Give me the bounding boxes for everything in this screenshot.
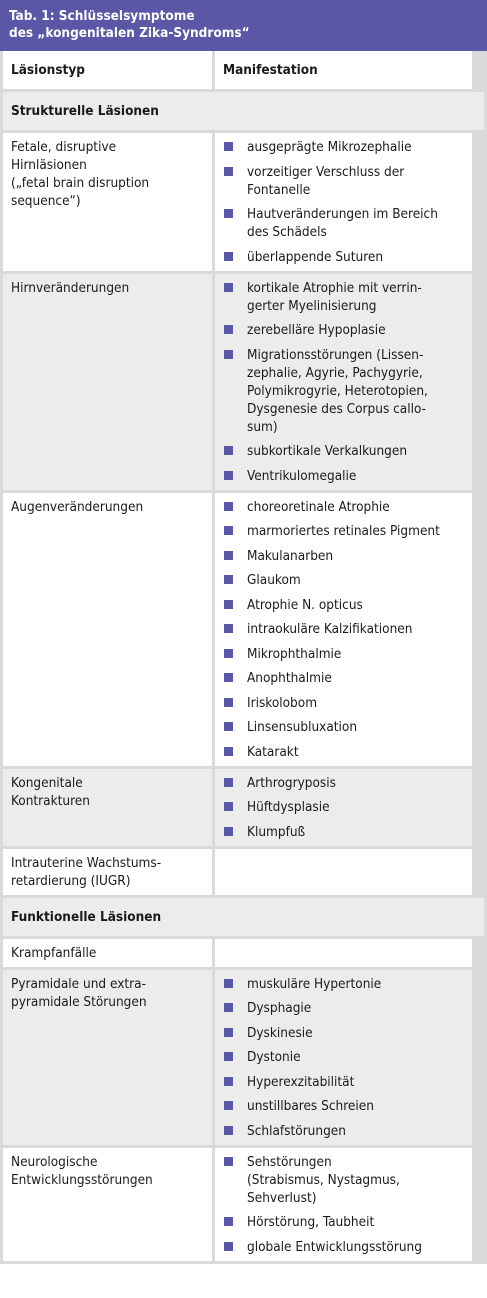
bullet-square-icon <box>224 1157 233 1166</box>
bullet-square-icon <box>224 747 233 756</box>
bullet-square-icon <box>224 471 233 480</box>
manifestation-list <box>223 975 466 1140</box>
manifestation-text: Sehstörungen <box>247 1153 332 1170</box>
manifestation-list <box>223 279 466 485</box>
manifestation-text: Glaukom <box>247 572 301 588</box>
manifestation-item <box>223 571 466 589</box>
lesion-type-line: Krampfanfälle <box>11 944 97 961</box>
bullet-square-icon <box>224 979 233 988</box>
bullet-square-icon <box>224 722 233 731</box>
lesion-type-cell <box>3 970 212 1145</box>
manifestation-item <box>223 1238 466 1256</box>
manifestation-item <box>223 1073 466 1091</box>
header-manifestation: Manifestation <box>215 51 472 89</box>
lesion-type-line: Entwicklungsstörungen <box>11 1171 153 1188</box>
bullet-square-icon <box>224 502 233 511</box>
table-row <box>3 1148 484 1264</box>
manifestation-text: choreoretinale Atrophie <box>247 498 390 515</box>
table-row <box>3 939 484 970</box>
manifestation-cell <box>215 274 472 490</box>
bullet-square-icon <box>224 209 233 218</box>
bullet-square-icon <box>224 526 233 535</box>
manifestation-item <box>223 498 466 516</box>
lesion-type-line: Pyramidale und extra- <box>11 975 146 992</box>
manifestation-text: Migrationsstörungen (Lissen- <box>247 346 424 363</box>
manifestation-text: Arthrogryposis <box>247 774 336 791</box>
manifestation-item <box>223 694 466 712</box>
bullet-square-icon <box>224 1028 233 1037</box>
manifestation-text: Iriskolobom <box>247 694 318 711</box>
bullet-square-icon <box>224 778 233 787</box>
manifestation-item <box>223 1097 466 1115</box>
manifestation-item <box>223 975 466 993</box>
manifestation-text: globale Entwicklungsstörung <box>247 1238 422 1255</box>
manifestation-text: sum) <box>247 418 278 435</box>
bullet-square-icon <box>224 142 233 151</box>
manifestation-item <box>223 1213 466 1231</box>
bullet-square-icon <box>224 827 233 836</box>
manifestation-item <box>223 645 466 663</box>
manifestation-text: Fontanelle <box>247 181 311 198</box>
bullet-square-icon <box>224 1077 233 1086</box>
manifestation-cell <box>215 769 472 846</box>
manifestation-text: Dyskinesie <box>247 1024 313 1041</box>
manifestation-text: zerebelläre Hypoplasie <box>247 322 386 338</box>
manifestation-list <box>223 138 466 266</box>
manifestation-text: Hörstörung, Taubheit <box>247 1214 375 1230</box>
manifestation-item <box>223 321 466 339</box>
manifestation-text: intraokuläre Kalzifikationen <box>247 621 413 637</box>
manifestation-text: Ventrikulomegalie <box>247 467 357 484</box>
manifestation-item <box>223 774 466 792</box>
bullet-square-icon <box>224 649 233 658</box>
manifestation-text: Linsensubluxation <box>247 719 358 735</box>
section-row <box>3 92 484 133</box>
manifestation-item <box>223 547 466 565</box>
manifestation-text: Klumpfuß <box>247 823 306 840</box>
manifestation-list <box>223 774 466 841</box>
manifestation-item <box>223 999 466 1017</box>
header-lesion-type: Läsionstyp <box>3 51 212 89</box>
manifestation-item <box>223 163 466 199</box>
bullet-square-icon <box>224 673 233 682</box>
manifestation-item <box>223 442 466 460</box>
manifestation-text: unstillbares Schreien <box>247 1098 374 1114</box>
manifestation-cell <box>215 849 472 895</box>
lesion-type-line: Fetale, disruptive <box>11 139 117 155</box>
lesion-type-cell <box>3 493 212 766</box>
table-caption <box>0 0 487 51</box>
bullet-square-icon <box>224 1101 233 1110</box>
manifestation-text: Katarakt <box>247 743 299 760</box>
lesion-type-line: sequence“) <box>11 193 81 209</box>
lesion-type-cell <box>3 274 212 490</box>
bullet-square-icon <box>224 1242 233 1251</box>
manifestation-text: Dysphagie <box>247 1000 312 1016</box>
caption-line-2: des „kongenitalen Zika-Syndroms“ <box>9 25 250 41</box>
section-title: Strukturelle Läsionen <box>3 92 484 130</box>
manifestation-text: Schlafstörungen <box>247 1122 346 1139</box>
manifestation-cell <box>215 133 472 271</box>
manifestation-item <box>223 669 466 687</box>
manifestation-text: Sehverlust) <box>247 1189 317 1206</box>
bullet-square-icon <box>224 350 233 359</box>
manifestation-text: ausgeprägte Mikrozephalie <box>247 139 412 155</box>
bullet-square-icon <box>224 1052 233 1061</box>
manifestation-item <box>223 522 466 540</box>
manifestation-cell <box>215 1148 472 1261</box>
lesion-type-cell <box>3 1148 212 1261</box>
manifestation-text: Dystonie <box>247 1049 301 1065</box>
lesion-type-line: Kontrakturen <box>11 792 90 809</box>
manifestation-text: überlappende Suturen <box>247 248 384 265</box>
bullet-square-icon <box>224 1126 233 1135</box>
bullet-square-icon <box>224 802 233 811</box>
manifestation-text: Makulanarben <box>247 547 334 564</box>
bullet-square-icon <box>224 446 233 455</box>
section-title: Funktionelle Läsionen <box>3 898 484 936</box>
manifestation-text: des Schädels <box>247 224 327 240</box>
manifestation-text: Hyperexzitabilität <box>247 1073 355 1090</box>
lesion-type-cell <box>3 133 212 271</box>
lesion-type-line: retardierung (IUGR) <box>11 872 131 889</box>
manifestation-text: zephalie, Agyrie, Pachygyrie, <box>247 364 423 381</box>
manifestation-text: subkortikale Verkalkungen <box>247 443 408 459</box>
manifestation-item <box>223 279 466 315</box>
section-row <box>3 898 484 939</box>
table-row <box>3 493 484 769</box>
lesion-type-line: Hirnläsionen <box>11 157 87 173</box>
lesion-type-line: („fetal brain disruption <box>11 175 150 191</box>
manifestation-text: Anophthalmie <box>247 670 332 686</box>
bullet-square-icon <box>224 1003 233 1012</box>
manifestation-item <box>223 346 466 436</box>
manifestation-text: Hautveränderungen im Bereich <box>247 206 438 222</box>
lesion-type-line: Neurologische <box>11 1153 98 1170</box>
manifestation-text: (Strabismus, Nystagmus, <box>247 1171 400 1188</box>
table-row <box>3 133 484 274</box>
manifestation-item <box>223 596 466 614</box>
manifestation-cell <box>215 493 472 766</box>
bullet-square-icon <box>224 252 233 261</box>
bullet-square-icon <box>224 325 233 334</box>
caption-line-1: Tab. 1: Schlüsselsymptome <box>9 8 195 24</box>
manifestation-text: Mikrophthalmie <box>247 645 342 662</box>
manifestation-item <box>223 205 466 241</box>
manifestation-item <box>223 620 466 638</box>
manifestation-text: Atrophie N. opticus <box>247 596 363 613</box>
lesion-type-cell <box>3 939 212 967</box>
bullet-square-icon <box>224 624 233 633</box>
lesion-type-cell <box>3 849 212 895</box>
table-row <box>3 849 484 898</box>
table-row <box>3 274 484 493</box>
manifestation-text: Polymikrogyrie, Heterotopien, <box>247 382 428 399</box>
bullet-square-icon <box>224 551 233 560</box>
manifestation-item <box>223 718 466 736</box>
lesion-type-cell <box>3 769 212 846</box>
bullet-square-icon <box>224 283 233 292</box>
bullet-square-icon <box>224 600 233 609</box>
lesion-type-line: Kongenitale <box>11 774 83 791</box>
manifestation-item <box>223 1048 466 1066</box>
lesion-type-line: Intrauterine Wachstums- <box>11 854 162 871</box>
manifestation-item <box>223 138 466 156</box>
manifestation-item <box>223 798 466 816</box>
lesion-type-line: pyramidale Störungen <box>11 993 147 1010</box>
manifestation-text: kortikale Atrophie mit verrin- <box>247 279 422 296</box>
manifestation-item <box>223 467 466 485</box>
lesion-type-line: Hirnveränderungen <box>11 279 130 296</box>
manifestation-item <box>223 1024 466 1042</box>
manifestation-item <box>223 1122 466 1140</box>
manifestation-text: muskuläre Hypertonie <box>247 975 382 992</box>
manifestation-item <box>223 823 466 841</box>
manifestation-cell <box>215 939 472 967</box>
manifestation-item <box>223 1153 466 1207</box>
manifestation-item <box>223 248 466 266</box>
symptom-table <box>0 51 487 1264</box>
bullet-square-icon <box>224 167 233 176</box>
bullet-square-icon <box>224 1217 233 1226</box>
lesion-type-line: Augenveränderungen <box>11 498 144 515</box>
table-row <box>3 769 484 849</box>
bullet-square-icon <box>224 698 233 707</box>
manifestation-list <box>223 1153 466 1256</box>
manifestation-text: Hüftdysplasie <box>247 799 330 815</box>
manifestation-item <box>223 743 466 761</box>
table-row <box>3 970 484 1148</box>
manifestation-text: Dysgenesie des Corpus callo- <box>247 400 427 417</box>
manifestation-text: gerter Myelinisierung <box>247 297 377 314</box>
bullet-square-icon <box>224 575 233 584</box>
manifestation-text: marmoriertes retinales Pigment <box>247 523 440 539</box>
table-header-row <box>3 51 484 92</box>
manifestation-cell <box>215 970 472 1145</box>
manifestation-text: vorzeitiger Verschluss der <box>247 163 405 180</box>
manifestation-list <box>223 498 466 761</box>
